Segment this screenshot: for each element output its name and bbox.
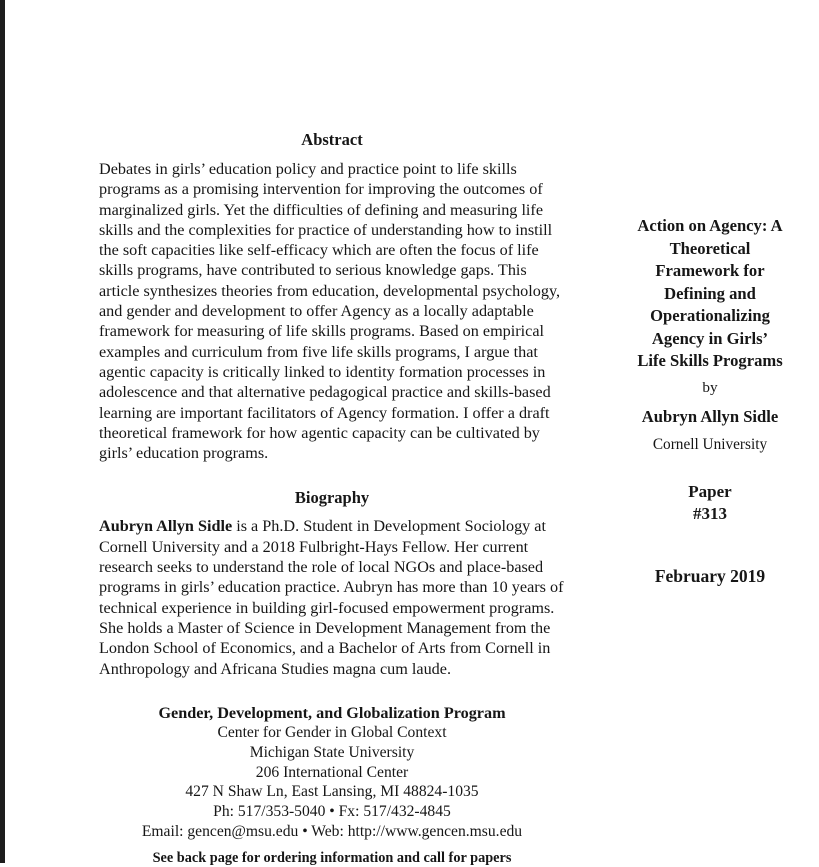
- footer-program-name: Gender, Development, and Globalization Program: [158, 704, 506, 722]
- abstract-text: Debates in girls’ education policy and practice point to life skills programs as a promising intervention for improving the outcomes of marginalized girls. Yet the difficulties of defining and measuring life skills and the complexities for practice of understanding how to instill the soft capacities like self-efficacy which are often the focus of life skills programs, have contributed to serious knowledge gaps. This article synthesizes theories from education, developmental psychology, and gender and development to offer Agency as a locally adaptable framework for measuring of life skills programs. Based on empirical examples and curriculum from five life skills programs, I argue that agentic capacity is critically linked to identity formation processes in adolescence and that alternative pedagogical practice and skills-based learning are important facilitators of Agency formation. I offer a draft theoretical framework for how agentic capacity can be cultivated by girls’ education programs.: [99, 160, 561, 463]
- biography-section: [99, 488, 565, 678]
- biography-heading: Biography: [294, 488, 370, 508]
- footer-phone: Ph: 517/353-5040 • Fx: 517/432-4845: [213, 803, 451, 821]
- footer-building: 206 International Center: [255, 763, 409, 781]
- publisher-footer: [99, 703, 565, 842]
- biography-text: [99, 516, 565, 678]
- paper-title: Action on Agency: A Theoretical Framework for Defining and Operationalizing Agency in Girls’ Life Skills Programs: [637, 216, 783, 370]
- main-text-column: [99, 130, 565, 679]
- paper-author-name: Aubryn Allyn Sidle: [641, 406, 779, 426]
- footer-university: Michigan State University: [249, 743, 415, 761]
- abstract-heading: Abstract: [301, 130, 363, 149]
- byline-by-label: by: [702, 378, 718, 396]
- biography-author-name: Aubryn Allyn Sidle: [99, 517, 233, 536]
- title-sidebar-column: [637, 215, 783, 587]
- footer-address: 427 N Shaw Ln, East Lansing, MI 48824-1035: [185, 783, 479, 801]
- footer-center-name: Center for Gender in Global Context: [217, 724, 447, 741]
- paper-number-block: [637, 481, 783, 525]
- footer-contact: Email: gencen@msu.edu • Web: http://www.gencen.msu.edu: [141, 822, 523, 840]
- paper-number: #313: [693, 504, 727, 523]
- biography-body: is a Ph.D. Student in Development Sociology at Cornell University and a 2018 Fulbright-Hays Fellow. Her current research seeks to understand the role of local NGOs and place-based programs in girls’ education practice. Aubryn has more than 10 years of technical experience in building girl-focused empowerment programs. She holds a Master of Science in Development Management from the London School of Economics, and a Bachelor of Arts from Cornell in Anthropology and Africana Studies magna cum laude.: [99, 517, 564, 678]
- abstract-section: [99, 130, 565, 463]
- footer-ordering-note: See back page for ordering information and call for papers: [152, 850, 512, 866]
- paper-date: February 2019: [654, 566, 766, 586]
- paper-label: Paper: [688, 482, 732, 501]
- author-affiliation: Cornell University: [652, 436, 768, 453]
